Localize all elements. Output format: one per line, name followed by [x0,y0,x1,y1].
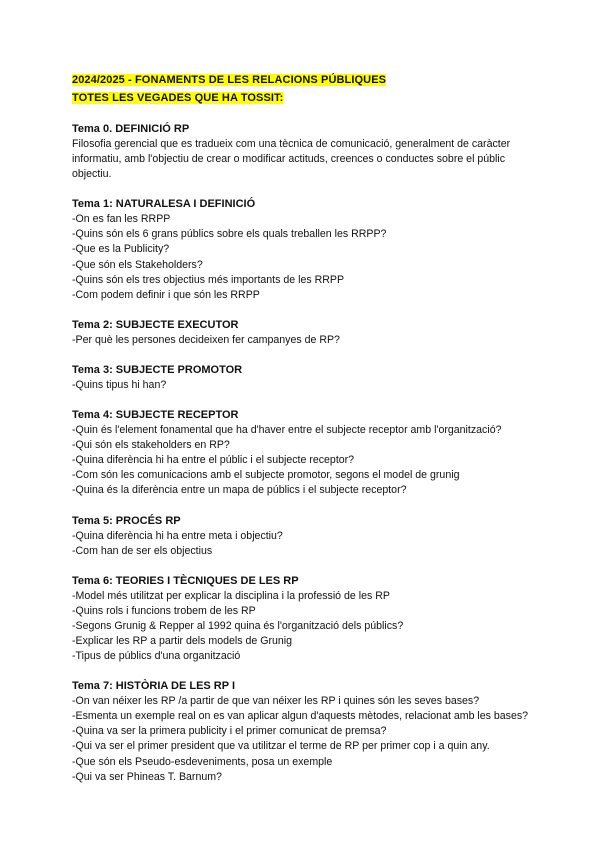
section-tema-2 [72,318,542,348]
question-item: -Que es la Publicity? [72,243,170,256]
section-title: Tema 5: PROCÉS RP [72,514,181,527]
question-item: -On es fan les RRPP [72,213,171,226]
question-item: -Per què les persones decideixen fer campanyes de RP? [72,333,340,346]
question-item: -Quina diferència hi ha entre el públic i el subjecte receptor? [72,454,355,467]
section-tema-0 [72,122,542,182]
question-item: -Esmenta un exemple real on es van aplicar algun d'aquests mètodes, relacionat amb les bases? [72,710,529,723]
question-item: -Com podem definir i que són les RRPP [72,288,260,301]
question-item: -Que són els Stakeholders? [72,258,203,271]
header-subtitle: TOTES LES VEGADES QUE HA TOSSIT: [72,92,284,104]
question-item: -Que són els Pseudo-esdeveniments, posa un exemple [72,755,333,768]
section-tema-6 [72,574,542,664]
question-item: -Quins tipus hi han? [72,378,167,391]
question-item: -Quin és l'element fonamental que ha d'haver entre el subjecte receptor amb l'organització? [72,424,502,437]
question-item: -Explicar les RP a partir dels models de Grunig [72,634,293,647]
question-item: -Quina diferència hi ha entre meta i objectiu? [72,529,283,542]
question-item: -Quina va ser la primera publicity i el primer comunicat de premsa? [72,725,387,738]
document-header [72,70,542,106]
question-item: -Quins rols i funcions trobem de les RP [72,604,256,617]
section-tema-4 [72,408,542,498]
section-title: Tema 1: NATURALESA I DEFINICIÓ [72,198,256,211]
section-tema-7 [72,679,542,785]
question-item: -Qui va ser el primer president que va utilitzar el terme de RP per primer cop i a quin any. [72,740,490,753]
header-title: 2024/2025 - FONAMENTS DE LES RELACIONS PÚBLIQUES [72,74,387,86]
section-title: Tema 2: SUBJECTE EXECUTOR [72,318,239,331]
section-paragraph: Filosofia gerencial que es tradueix com una tècnica de comunicació, generalment de caràcter informatiu, amb l'objectiu de crear o modificar actituds, creences o conductes sobre el públic objectiu. [72,138,511,181]
question-item: -Tipus de públics d'una organització [72,650,241,663]
question-item: -Segons Grunig & Repper al 1992 quina és l'organització dels públics? [72,619,404,632]
section-tema-3 [72,363,542,393]
document-content [72,70,542,800]
section-title: Tema 0. DEFINICIÓ RP [72,123,190,135]
question-item: -On van néixer les RP /a partir de que van néixer les RP i quines són les seves bases? [72,695,480,708]
section-title: Tema 3: SUBJECTE PROMOTOR [72,363,243,376]
question-item: -Qui són els stakeholders en RP? [72,439,230,452]
question-item: -Com són les comunicacions amb el subjecte promotor, segons el model de grunig [72,469,460,482]
section-tema-5 [72,514,542,559]
question-item: -Qui va ser Phineas T. Barnum? [72,770,222,783]
question-item: -Quins són els 6 grans públics sobre els quals treballen les RRPP? [72,228,387,241]
section-title: Tema 6: TEORIES I TÈCNIQUES DE LES RP [72,574,299,587]
section-tema-1 [72,197,542,303]
question-item: -Quins són els tres objectius més importants de les RRPP [72,273,345,286]
section-title: Tema 7: HISTÒRIA DE LES RP I [72,680,235,693]
section-title: Tema 4: SUBJECTE RECEPTOR [72,409,239,422]
question-item: -Model més utilitzat per explicar la disciplina i la professió de les RP [72,589,390,602]
question-item: -Quina és la diferència entre un mapa de públics i el subjecte receptor? [72,484,407,497]
question-item: -Com han de ser els objectius [72,544,213,557]
